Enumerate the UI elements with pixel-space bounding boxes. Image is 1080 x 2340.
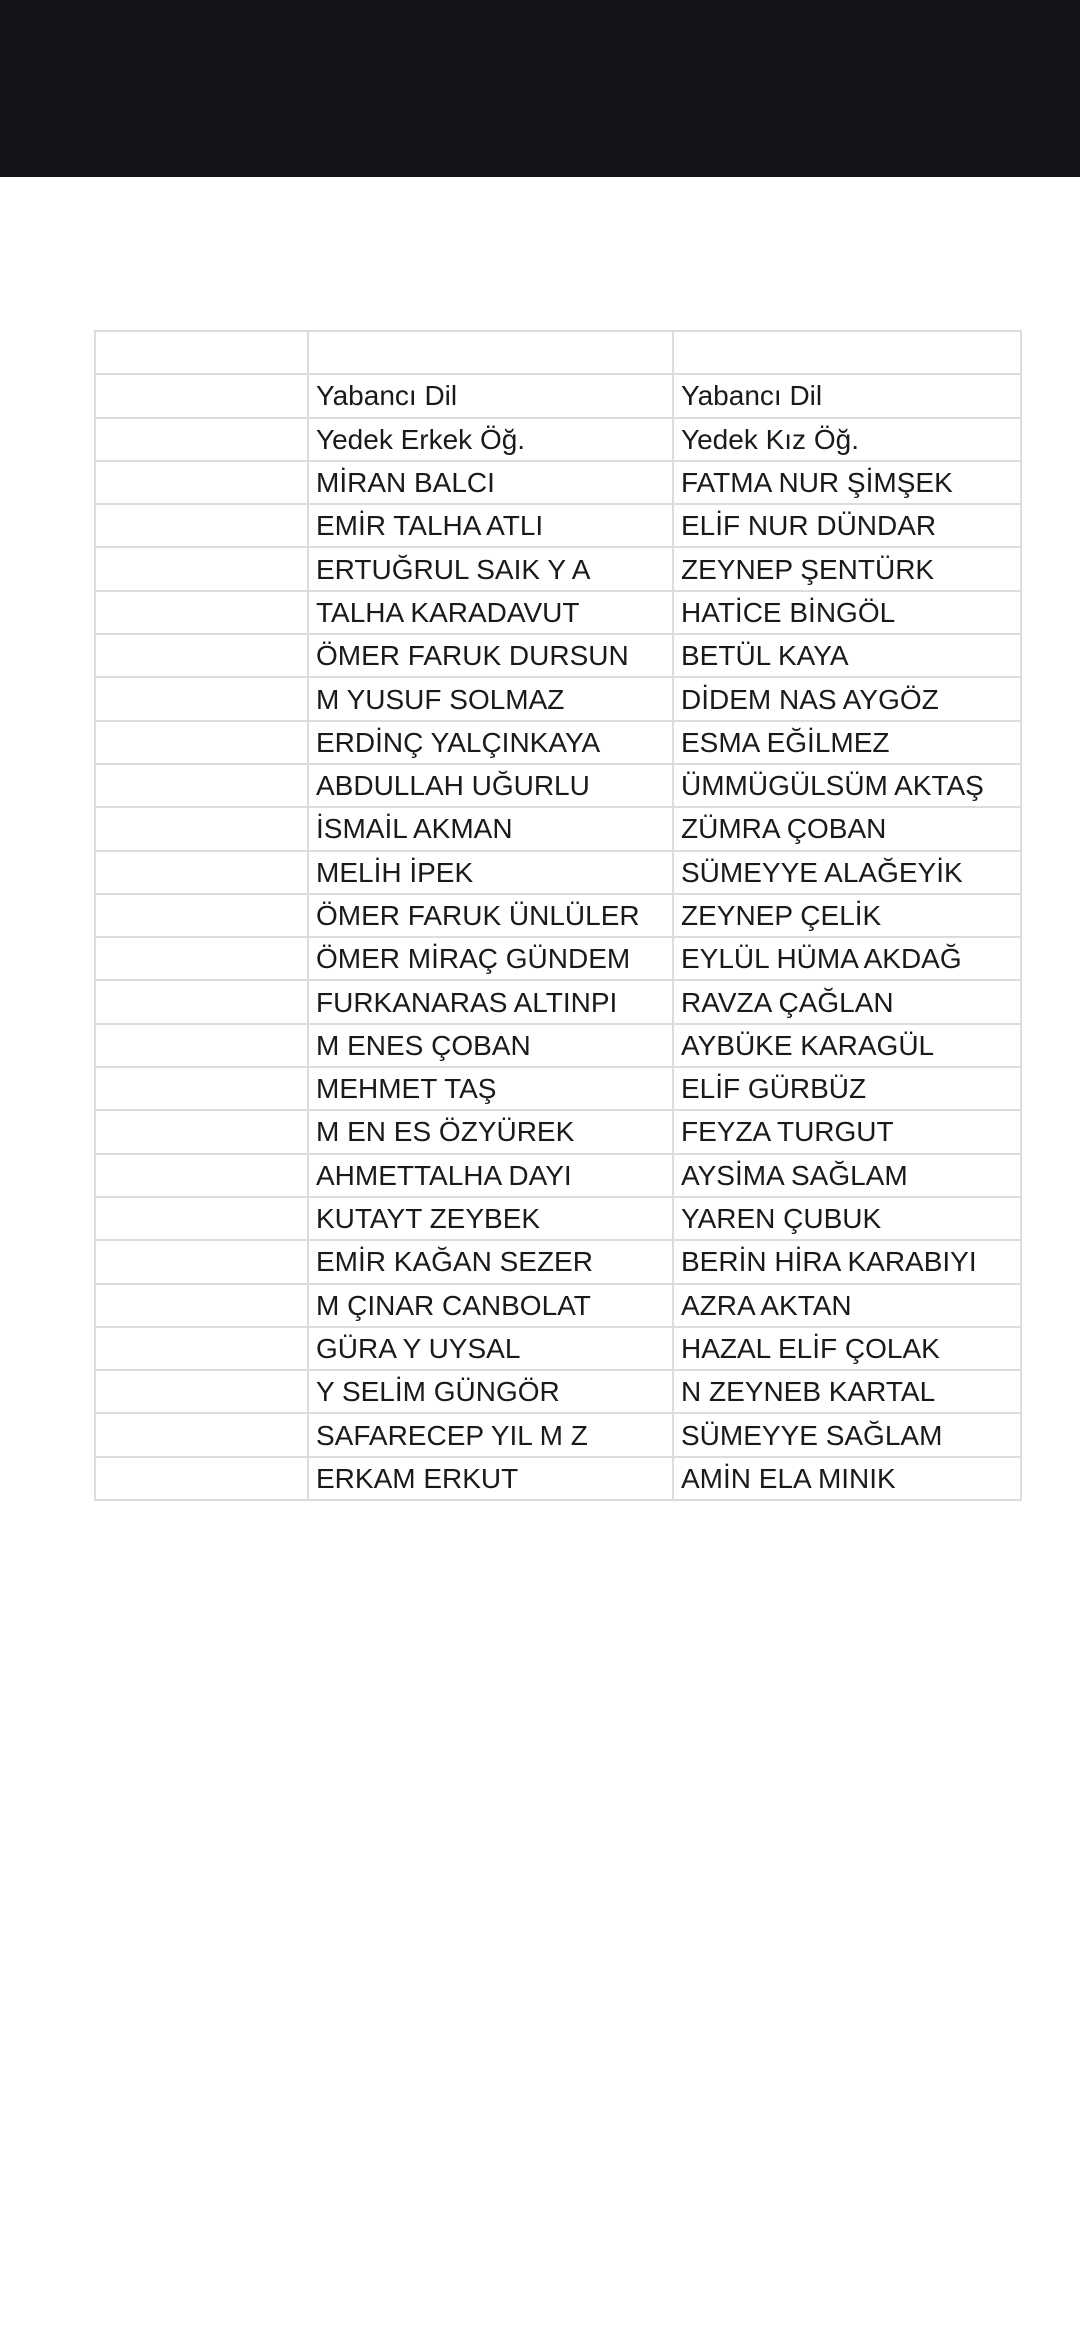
male-student-name: M ÇINAR CANBOLAT <box>308 1284 673 1327</box>
male-student-name: ÖMER MİRAÇ GÜNDEM <box>308 937 673 980</box>
male-student-name: ERDİNÇ YALÇINKAYA <box>308 721 673 764</box>
table-row <box>95 461 1021 504</box>
female-student-name: AMİN ELA MINIK <box>673 1457 1021 1500</box>
table-body <box>95 331 1021 1500</box>
female-student-name: ELİF GÜRBÜZ <box>673 1067 1021 1110</box>
female-student-name: HAZAL ELİF ÇOLAK <box>673 1327 1021 1370</box>
female-student-name: DİDEM NAS AYGÖZ <box>673 677 1021 720</box>
female-student-name: AYSİMA SAĞLAM <box>673 1154 1021 1197</box>
table-cell <box>95 1154 308 1197</box>
table-cell <box>95 1067 308 1110</box>
female-student-name: FEYZA TURGUT <box>673 1110 1021 1153</box>
female-student-name: BERİN HİRA KARABIYI <box>673 1240 1021 1283</box>
female-student-name: ÜMMÜGÜLSÜM AKTAŞ <box>673 764 1021 807</box>
table-row <box>95 937 1021 980</box>
table-cell <box>95 547 308 590</box>
male-student-name: M ENES ÇOBAN <box>308 1024 673 1067</box>
female-section-label: Yabancı Dil <box>673 374 1021 417</box>
male-student-name: İSMAİL AKMAN <box>308 807 673 850</box>
table-cell <box>95 677 308 720</box>
table-cell <box>95 634 308 677</box>
table-row <box>95 980 1021 1023</box>
table-cell <box>95 721 308 764</box>
table-cell <box>95 504 308 547</box>
table-cell <box>95 374 308 417</box>
male-student-name: MEHMET TAŞ <box>308 1067 673 1110</box>
male-section-label: Yabancı Dil <box>308 374 673 417</box>
table-row <box>95 1110 1021 1153</box>
female-student-name: ESMA EĞİLMEZ <box>673 721 1021 764</box>
table-row <box>95 1457 1021 1500</box>
male-student-name: SAFARECEP YIL M Z <box>308 1413 673 1456</box>
table-cell <box>95 418 308 461</box>
female-student-name: HATİCE BİNGÖL <box>673 591 1021 634</box>
table-cell <box>95 894 308 937</box>
table-cell <box>95 1240 308 1283</box>
table-row <box>95 1327 1021 1370</box>
table-cell <box>95 980 308 1023</box>
table-cell <box>95 1197 308 1240</box>
male-student-name: EMİR KAĞAN SEZER <box>308 1240 673 1283</box>
female-student-name: AZRA AKTAN <box>673 1284 1021 1327</box>
table-row <box>95 1197 1021 1240</box>
student-list-table <box>94 330 1022 1501</box>
table-row <box>95 721 1021 764</box>
table-row <box>95 1370 1021 1413</box>
table-row <box>95 894 1021 937</box>
female-student-name: RAVZA ÇAĞLAN <box>673 980 1021 1023</box>
female-student-name: ELİF NUR DÜNDAR <box>673 504 1021 547</box>
table-row <box>95 547 1021 590</box>
table-cell <box>95 807 308 850</box>
male-student-name: Y SELİM GÜNGÖR <box>308 1370 673 1413</box>
table-row <box>95 331 1021 374</box>
table-cell <box>95 591 308 634</box>
table-cell <box>95 1024 308 1067</box>
table-cell <box>95 331 308 374</box>
female-student-name: EYLÜL HÜMA AKDAĞ <box>673 937 1021 980</box>
female-student-name: AYBÜKE KARAGÜL <box>673 1024 1021 1067</box>
male-student-name: M YUSUF SOLMAZ <box>308 677 673 720</box>
table-row <box>95 1240 1021 1283</box>
table-row <box>95 1154 1021 1197</box>
table-row <box>95 591 1021 634</box>
male-student-name: FURKANARAS ALTINPI <box>308 980 673 1023</box>
table-row <box>95 1284 1021 1327</box>
male-student-name: MİRAN BALCI <box>308 461 673 504</box>
female-student-name: FATMA NUR ŞİMŞEK <box>673 461 1021 504</box>
table-row <box>95 677 1021 720</box>
table-row <box>95 1413 1021 1456</box>
table-row <box>95 851 1021 894</box>
male-student-name: ERKAM ERKUT <box>308 1457 673 1500</box>
table-cell <box>95 1110 308 1153</box>
male-student-name: GÜRA Y UYSAL <box>308 1327 673 1370</box>
female-student-name: ZEYNEP ŞENTÜRK <box>673 547 1021 590</box>
female-student-name: ZEYNEP ÇELİK <box>673 894 1021 937</box>
female-student-name: ZÜMRA ÇOBAN <box>673 807 1021 850</box>
status-bar <box>0 0 1080 177</box>
table-cell <box>95 1327 308 1370</box>
table-row <box>95 1067 1021 1110</box>
female-student-name: SÜMEYYE SAĞLAM <box>673 1413 1021 1456</box>
table-cell <box>95 764 308 807</box>
table-row <box>95 1024 1021 1067</box>
female-student-name: SÜMEYYE ALAĞEYİK <box>673 851 1021 894</box>
male-student-name: ÖMER FARUK ÜNLÜLER <box>308 894 673 937</box>
female-column-heading: Yedek Kız Öğ. <box>673 418 1021 461</box>
male-column-heading: Yedek Erkek Öğ. <box>308 418 673 461</box>
table-row <box>95 374 1021 417</box>
table-cell <box>673 331 1021 374</box>
male-student-name: TALHA KARADAVUT <box>308 591 673 634</box>
table-cell <box>95 1457 308 1500</box>
male-student-name: ÖMER FARUK DURSUN <box>308 634 673 677</box>
male-student-name: KUTAYT ZEYBEK <box>308 1197 673 1240</box>
table-row <box>95 418 1021 461</box>
table-row <box>95 634 1021 677</box>
male-student-name: AHMETTALHA DAYI <box>308 1154 673 1197</box>
table-row <box>95 807 1021 850</box>
table-cell <box>95 937 308 980</box>
female-student-name: BETÜL KAYA <box>673 634 1021 677</box>
male-student-name: EMİR TALHA ATLI <box>308 504 673 547</box>
table-cell <box>95 461 308 504</box>
table-row <box>95 504 1021 547</box>
male-student-name: MELİH İPEK <box>308 851 673 894</box>
male-student-name: ERTUĞRUL SAIK Y A <box>308 547 673 590</box>
female-student-name: YAREN ÇUBUK <box>673 1197 1021 1240</box>
table-row <box>95 764 1021 807</box>
male-student-name: M EN ES ÖZYÜREK <box>308 1110 673 1153</box>
table-cell <box>95 851 308 894</box>
male-student-name: ABDULLAH UĞURLU <box>308 764 673 807</box>
table-cell <box>95 1370 308 1413</box>
table-cell <box>95 1413 308 1456</box>
table-cell <box>308 331 673 374</box>
female-student-name: N ZEYNEB KARTAL <box>673 1370 1021 1413</box>
table-cell <box>95 1284 308 1327</box>
